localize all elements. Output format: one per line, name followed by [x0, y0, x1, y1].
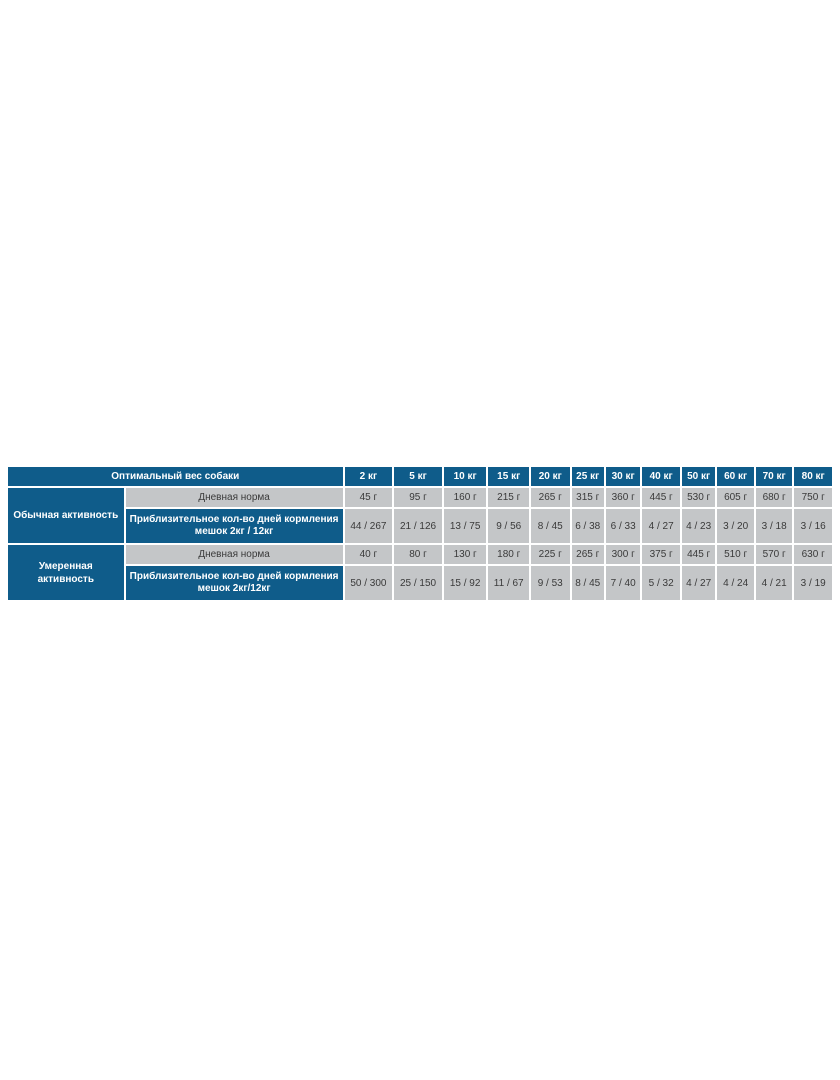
weight-header: 70 кг: [756, 467, 793, 486]
weight-header: 5 кг: [394, 467, 442, 486]
weight-header: 15 кг: [488, 467, 529, 486]
activity-normal-label: Обычная активность: [8, 488, 124, 543]
weight-header: 30 кг: [606, 467, 640, 486]
days-value: 7 / 40: [606, 566, 640, 600]
table-row: [8, 488, 832, 507]
daily-value: 300 г: [606, 545, 640, 564]
days-value: 15 / 92: [444, 566, 487, 600]
days-value: 4 / 21: [756, 566, 793, 600]
days-value: 6 / 38: [572, 509, 604, 543]
days-value: 5 / 32: [642, 566, 680, 600]
optimal-weight-header: Оптимальный вес собаки: [8, 467, 343, 486]
daily-value: 360 г: [606, 488, 640, 507]
weight-header: 60 кг: [717, 467, 754, 486]
daily-value: 630 г: [794, 545, 832, 564]
daily-value: 605 г: [717, 488, 754, 507]
daily-value: 445 г: [642, 488, 680, 507]
weight-header: 10 кг: [444, 467, 487, 486]
days-value: 25 / 150: [394, 566, 442, 600]
daily-norm-label: Дневная норма: [126, 545, 343, 564]
days-value: 3 / 18: [756, 509, 793, 543]
daily-value: 160 г: [444, 488, 487, 507]
daily-value: 530 г: [682, 488, 715, 507]
weight-header: 40 кг: [642, 467, 680, 486]
daily-value: 80 г: [394, 545, 442, 564]
days-value: 21 / 126: [394, 509, 442, 543]
daily-value: 510 г: [717, 545, 754, 564]
daily-value: 570 г: [756, 545, 793, 564]
daily-value: 265 г: [531, 488, 570, 507]
daily-value: 45 г: [345, 488, 393, 507]
daily-value: 265 г: [572, 545, 604, 564]
days-value: 3 / 19: [794, 566, 832, 600]
days-value: 8 / 45: [572, 566, 604, 600]
days-value: 3 / 16: [794, 509, 832, 543]
days-value: 3 / 20: [717, 509, 754, 543]
days-value: 50 / 300: [345, 566, 393, 600]
weight-header: 20 кг: [531, 467, 570, 486]
daily-value: 180 г: [488, 545, 529, 564]
feeding-days-label: Приблизительное кол-во дней кормления мешок 2кг / 12кг: [126, 509, 343, 543]
days-value: 44 / 267: [345, 509, 393, 543]
weight-header: 50 кг: [682, 467, 715, 486]
table-row: [8, 509, 832, 543]
table-row: [8, 545, 832, 564]
weight-header: 2 кг: [345, 467, 393, 486]
daily-value: 130 г: [444, 545, 487, 564]
days-value: 4 / 27: [642, 509, 680, 543]
daily-value: 215 г: [488, 488, 529, 507]
activity-moderate-label: Умеренная активность: [8, 545, 124, 600]
daily-value: 750 г: [794, 488, 832, 507]
feeding-days-label: Приблизительное кол-во дней кормления мешок 2кг/12кг: [126, 566, 343, 600]
daily-value: 680 г: [756, 488, 793, 507]
days-value: 4 / 23: [682, 509, 715, 543]
days-value: 11 / 67: [488, 566, 529, 600]
weight-header: 25 кг: [572, 467, 604, 486]
daily-value: 445 г: [682, 545, 715, 564]
days-value: 8 / 45: [531, 509, 570, 543]
feeding-table: [6, 465, 834, 602]
daily-value: 225 г: [531, 545, 570, 564]
days-value: 4 / 24: [717, 566, 754, 600]
daily-norm-label: Дневная норма: [126, 488, 343, 507]
table-row: [8, 566, 832, 600]
days-value: 9 / 53: [531, 566, 570, 600]
daily-value: 40 г: [345, 545, 393, 564]
daily-value: 315 г: [572, 488, 604, 507]
header-row: [8, 467, 832, 486]
daily-value: 95 г: [394, 488, 442, 507]
days-value: 13 / 75: [444, 509, 487, 543]
daily-value: 375 г: [642, 545, 680, 564]
weight-header: 80 кг: [794, 467, 832, 486]
days-value: 9 / 56: [488, 509, 529, 543]
days-value: 4 / 27: [682, 566, 715, 600]
days-value: 6 / 33: [606, 509, 640, 543]
